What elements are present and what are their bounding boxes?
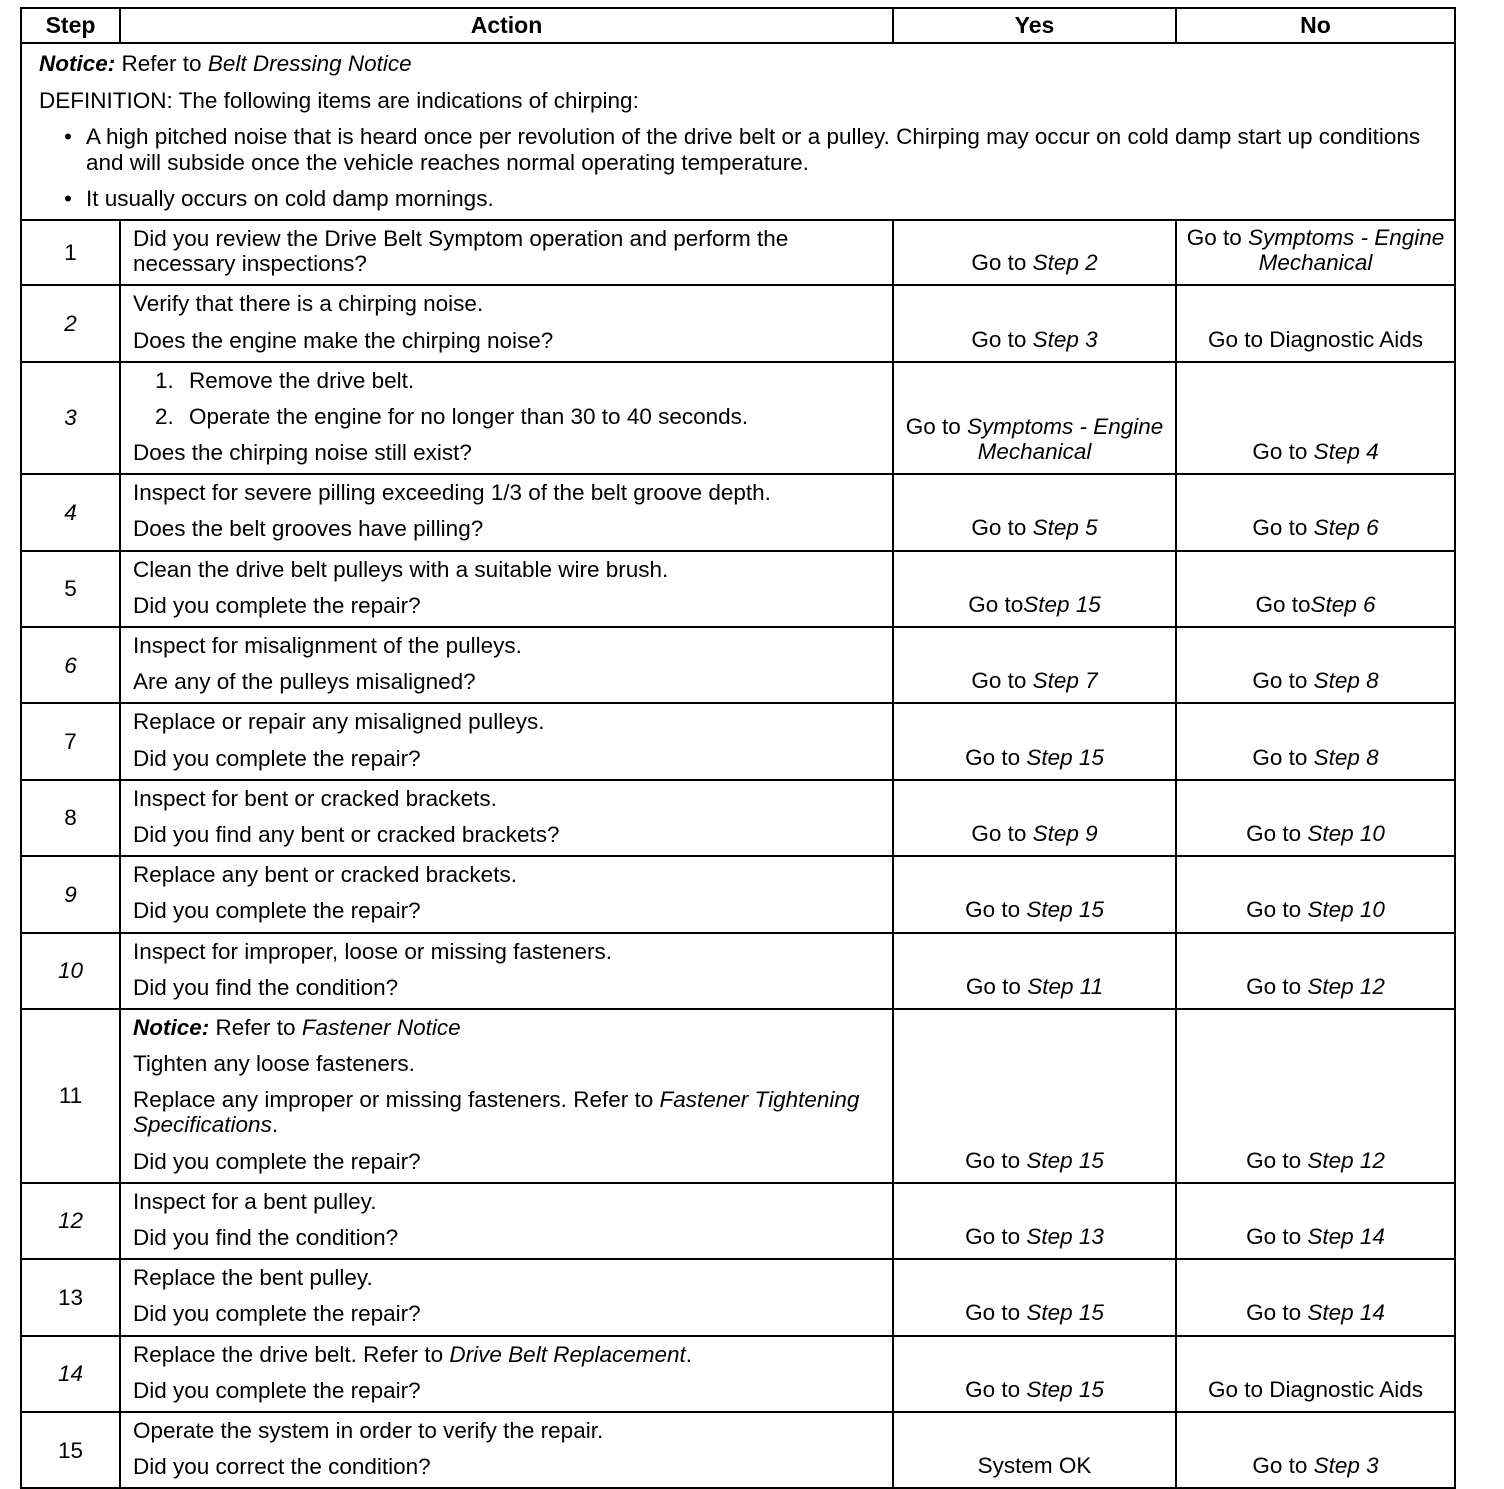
step-row	[21, 220, 1455, 285]
no-result	[1176, 933, 1455, 1009]
action-paragraph	[133, 1342, 886, 1367]
notice-row	[21, 43, 1455, 220]
action-cell	[120, 780, 893, 856]
step-number: 2	[21, 285, 120, 361]
text-run: Go to	[1252, 1453, 1314, 1479]
step-row	[21, 285, 1455, 361]
action-cell	[120, 933, 893, 1009]
text-run: Replace or repair any misaligned pulleys.	[133, 709, 545, 735]
text-run: Did you find any bent or cracked brackets?	[133, 821, 560, 847]
yes-result	[893, 1336, 1176, 1412]
header-no: No	[1176, 8, 1455, 43]
text-run: Step 3	[1313, 1453, 1379, 1479]
yes-result	[893, 703, 1176, 779]
text-run: Go to	[1246, 1300, 1308, 1326]
step-row	[21, 1336, 1455, 1412]
yes-result	[893, 474, 1176, 550]
diagnostic-table	[20, 7, 1456, 1489]
action-paragraph	[133, 557, 886, 582]
yes-result	[893, 1009, 1176, 1183]
text-run: Tighten any loose fasteners.	[133, 1051, 415, 1077]
step-row	[21, 1009, 1455, 1183]
step-number: 3	[21, 362, 120, 475]
text-run: Step 15	[1026, 897, 1104, 923]
action-paragraph	[133, 822, 886, 847]
text-run: Did you correct the condition?	[133, 1454, 431, 1480]
text-run: Step 13	[1026, 1224, 1104, 1249]
step-row	[21, 703, 1455, 779]
header-row	[21, 8, 1455, 43]
text-run: Step 15	[1023, 591, 1101, 617]
action-paragraph	[133, 1265, 886, 1290]
list-number: 2.	[155, 403, 174, 429]
action-cell	[120, 703, 893, 779]
no-result	[1176, 551, 1455, 627]
text-run: Step 9	[1032, 820, 1098, 846]
action-list-item	[133, 404, 886, 429]
text-run: Go to	[968, 591, 1024, 617]
action-paragraph	[133, 633, 886, 658]
text-run: Symptoms - Engine Mechanical	[966, 413, 1164, 465]
text-run: Go to	[1252, 744, 1314, 770]
text-run: Did you complete the repair?	[133, 1148, 421, 1174]
text-run: Fastener Tightening Specifications	[133, 1087, 860, 1138]
step-row	[21, 1259, 1455, 1335]
text-run: Drive Belt Replacement	[449, 1341, 686, 1367]
text-run: Step 15	[1026, 1376, 1104, 1402]
action-cell	[120, 627, 893, 703]
text-run: Does the belt grooves have pilling?	[133, 516, 484, 542]
step-row	[21, 1412, 1455, 1488]
no-result	[1176, 703, 1455, 779]
text-run: Go to	[971, 668, 1033, 694]
text-run: Go to	[965, 744, 1027, 770]
text-run: Step 14	[1307, 1224, 1385, 1249]
text-run: Step 15	[1026, 744, 1104, 770]
step-number: 7	[21, 703, 120, 779]
text-run: Inspect for bent or cracked brackets.	[133, 785, 497, 811]
text-run: Refer to	[209, 1014, 302, 1040]
action-paragraph	[133, 862, 886, 887]
action-cell	[120, 474, 893, 550]
text-run: Go to	[1186, 224, 1248, 250]
yes-result	[893, 285, 1176, 361]
text-run: Go to	[1246, 1224, 1308, 1249]
action-paragraph	[133, 975, 886, 1000]
text-run: Step 8	[1313, 668, 1379, 694]
action-paragraph	[133, 1378, 886, 1403]
text-run: .	[271, 1112, 279, 1138]
action-cell	[120, 220, 893, 285]
step-number: 5	[21, 551, 120, 627]
text-run: Replace the drive belt. Refer to	[133, 1341, 450, 1367]
text-run: Did you complete the repair?	[133, 1301, 421, 1327]
no-result	[1176, 1412, 1455, 1488]
step-number: 1	[21, 220, 120, 285]
text-run: Go to	[1252, 515, 1314, 541]
text-run: Step 15	[1026, 1147, 1104, 1173]
no-result	[1176, 856, 1455, 932]
text-run: Step 8	[1313, 744, 1379, 770]
definition-text: DEFINITION: The following items are indications of chirping:	[39, 88, 639, 114]
yes-result	[893, 856, 1176, 932]
action-cell	[120, 551, 893, 627]
step-row	[21, 856, 1455, 932]
no-result	[1176, 1336, 1455, 1412]
action-paragraph	[133, 1418, 886, 1443]
no-result	[1176, 1183, 1455, 1259]
action-cell	[120, 1259, 893, 1335]
text-run: Notice:	[133, 1014, 210, 1040]
text-run: System OK	[977, 1453, 1092, 1479]
text-run: Does the chirping noise still exist?	[133, 440, 472, 466]
text-run: Step 12	[1307, 973, 1385, 999]
text-run: Go to	[971, 326, 1033, 352]
text-run: Remove the drive belt.	[189, 367, 415, 393]
text-run: Step 6	[1310, 591, 1376, 617]
step-row	[21, 362, 1455, 475]
text-run: Go to	[1255, 591, 1311, 617]
action-paragraph	[133, 746, 886, 771]
notice-ref: Belt Dressing Notice	[207, 51, 412, 76]
yes-result	[893, 933, 1176, 1009]
text-run: Step 6	[1313, 515, 1379, 541]
action-paragraph	[133, 328, 886, 353]
action-cell	[120, 1336, 893, 1412]
text-run: Inspect for improper, loose or missing fasteners.	[133, 938, 612, 964]
text-run: Did you complete the repair?	[133, 745, 421, 771]
yes-result	[893, 1183, 1176, 1259]
action-paragraph	[133, 593, 886, 618]
text-run: Step 15	[1026, 1300, 1104, 1326]
text-run: Go to	[965, 1300, 1027, 1326]
text-run: Symptoms - Engine Mechanical	[1247, 224, 1445, 276]
step-number: 6	[21, 627, 120, 703]
action-paragraph	[133, 1225, 886, 1250]
action-paragraph	[133, 440, 886, 465]
notice-text: Refer to	[115, 51, 208, 76]
text-run: Did you complete the repair?	[133, 1377, 421, 1403]
step-number: 10	[21, 933, 120, 1009]
no-result	[1176, 474, 1455, 550]
text-run: Step 10	[1307, 897, 1385, 923]
notice-cell	[21, 43, 1455, 220]
definition-bullet: • A high pitched noise that is heard once per revolution of the drive belt or a pulley. Chirping may occur on cold damp start up conditions and will subside once the vehicle reaches normal operating temperature.	[39, 124, 1444, 174]
step-number: 11	[21, 1009, 120, 1183]
text-run: Step 11	[1027, 973, 1104, 999]
action-paragraph	[133, 1051, 886, 1076]
notice-line	[39, 51, 1444, 76]
step-row	[21, 1183, 1455, 1259]
action-paragraph	[133, 291, 886, 316]
no-result	[1176, 285, 1455, 361]
action-paragraph	[133, 226, 886, 276]
step-number: 12	[21, 1183, 120, 1259]
text-run: Verify that there is a chirping noise.	[133, 291, 484, 317]
text-run: Inspect for misalignment of the pulleys.	[133, 633, 522, 658]
step-number: 15	[21, 1412, 120, 1488]
yes-result	[893, 1259, 1176, 1335]
text-run: Go to	[971, 515, 1033, 541]
notice-label: Notice:	[39, 51, 116, 76]
yes-result	[893, 627, 1176, 703]
step-number: 13	[21, 1259, 120, 1335]
action-paragraph	[133, 669, 886, 694]
text-run: Step 7	[1032, 668, 1098, 694]
text-run: Go to	[905, 413, 967, 439]
action-paragraph	[133, 480, 886, 505]
action-cell	[120, 1412, 893, 1488]
text-run: Inspect for severe pilling exceeding 1/3 of the belt groove depth.	[133, 480, 771, 506]
text-run: Go to	[971, 250, 1033, 276]
action-cell	[120, 1009, 893, 1183]
text-run: Go to	[1246, 1147, 1308, 1173]
text-run: Replace any bent or cracked brackets.	[133, 862, 517, 888]
step-number: 14	[21, 1336, 120, 1412]
text-run: Go to	[965, 1147, 1027, 1173]
text-run: Did you complete the repair?	[133, 592, 421, 618]
action-paragraph	[133, 1087, 886, 1137]
step-row	[21, 474, 1455, 550]
text-run: Inspect for a bent pulley.	[133, 1188, 377, 1214]
text-run: Go to	[965, 897, 1027, 923]
text-run: Did you find the condition?	[133, 1225, 399, 1250]
text-run: Go to	[965, 973, 1028, 999]
text-run: Did you complete the repair?	[133, 898, 421, 924]
text-run: Go to	[965, 1376, 1027, 1402]
no-result	[1176, 362, 1455, 475]
text-run: Replace any improper or missing fasteners. Refer to	[133, 1087, 660, 1113]
text-run: Go to	[971, 820, 1033, 846]
action-cell	[120, 285, 893, 361]
action-paragraph	[133, 939, 886, 964]
no-result	[1176, 1259, 1455, 1335]
text-run: Go to Diagnostic Aids	[1207, 326, 1424, 352]
yes-result	[893, 220, 1176, 285]
text-run: Go to	[1246, 820, 1308, 846]
action-paragraph	[133, 516, 886, 541]
no-result	[1176, 627, 1455, 703]
text-run: Step 3	[1032, 326, 1098, 352]
step-row	[21, 933, 1455, 1009]
text-run: Step 10	[1307, 820, 1385, 846]
text-run: Go to	[1252, 439, 1314, 465]
text-run: Fastener Notice	[301, 1014, 461, 1040]
text-run: Go to	[1252, 668, 1314, 694]
text-run: Step 14	[1307, 1300, 1385, 1326]
text-run: Step 12	[1307, 1147, 1385, 1173]
text-run: Are any of the pulleys misaligned?	[133, 669, 476, 695]
step-row	[21, 551, 1455, 627]
text-run: Operate the engine for no longer than 30 to 40 seconds.	[189, 403, 749, 429]
yes-result	[893, 551, 1176, 627]
text-run: Step 5	[1032, 515, 1098, 541]
list-number: 1.	[155, 367, 174, 393]
no-result	[1176, 780, 1455, 856]
text-run: Step 2	[1032, 250, 1098, 276]
action-cell	[120, 856, 893, 932]
header-action: Action	[120, 8, 893, 43]
text-run: Did you review the Drive Belt Symptom operation and perform the necessary inspections?	[133, 225, 789, 277]
text-run: Clean the drive belt pulleys with a suitable wire brush.	[133, 556, 669, 582]
action-list-item	[133, 368, 886, 393]
text-run: Go to	[965, 1224, 1027, 1249]
yes-result	[893, 362, 1176, 475]
step-row	[21, 780, 1455, 856]
definition-bullet: • It usually occurs on cold damp mornings.	[39, 186, 1444, 211]
action-paragraph	[133, 1301, 886, 1326]
action-cell	[120, 362, 893, 475]
action-paragraph	[133, 1149, 886, 1174]
text-run: Operate the system in order to verify the repair.	[133, 1417, 604, 1443]
no-result	[1176, 1009, 1455, 1183]
yes-result	[893, 780, 1176, 856]
text-run: Replace the bent pulley.	[133, 1265, 373, 1291]
action-paragraph	[133, 709, 886, 734]
text-run: Does the engine make the chirping noise?	[133, 327, 554, 353]
text-run: Go to	[1246, 973, 1308, 999]
header-yes: Yes	[893, 8, 1176, 43]
action-cell	[120, 1183, 893, 1259]
step-number: 8	[21, 780, 120, 856]
text-run: Step 4	[1313, 439, 1379, 465]
text-run: .	[685, 1341, 693, 1367]
header-step: Step	[21, 8, 120, 43]
action-paragraph	[133, 786, 886, 811]
action-paragraph	[133, 1454, 886, 1479]
no-result	[1176, 220, 1455, 285]
text-run: Go to Diagnostic Aids	[1207, 1376, 1424, 1402]
text-run: Did you find the condition?	[133, 974, 399, 1000]
step-row	[21, 627, 1455, 703]
step-number: 4	[21, 474, 120, 550]
action-paragraph	[133, 1189, 886, 1214]
action-paragraph	[133, 898, 886, 923]
step-number: 9	[21, 856, 120, 932]
yes-result	[893, 1412, 1176, 1488]
action-paragraph	[133, 1015, 886, 1040]
text-run: Go to	[1246, 897, 1308, 923]
